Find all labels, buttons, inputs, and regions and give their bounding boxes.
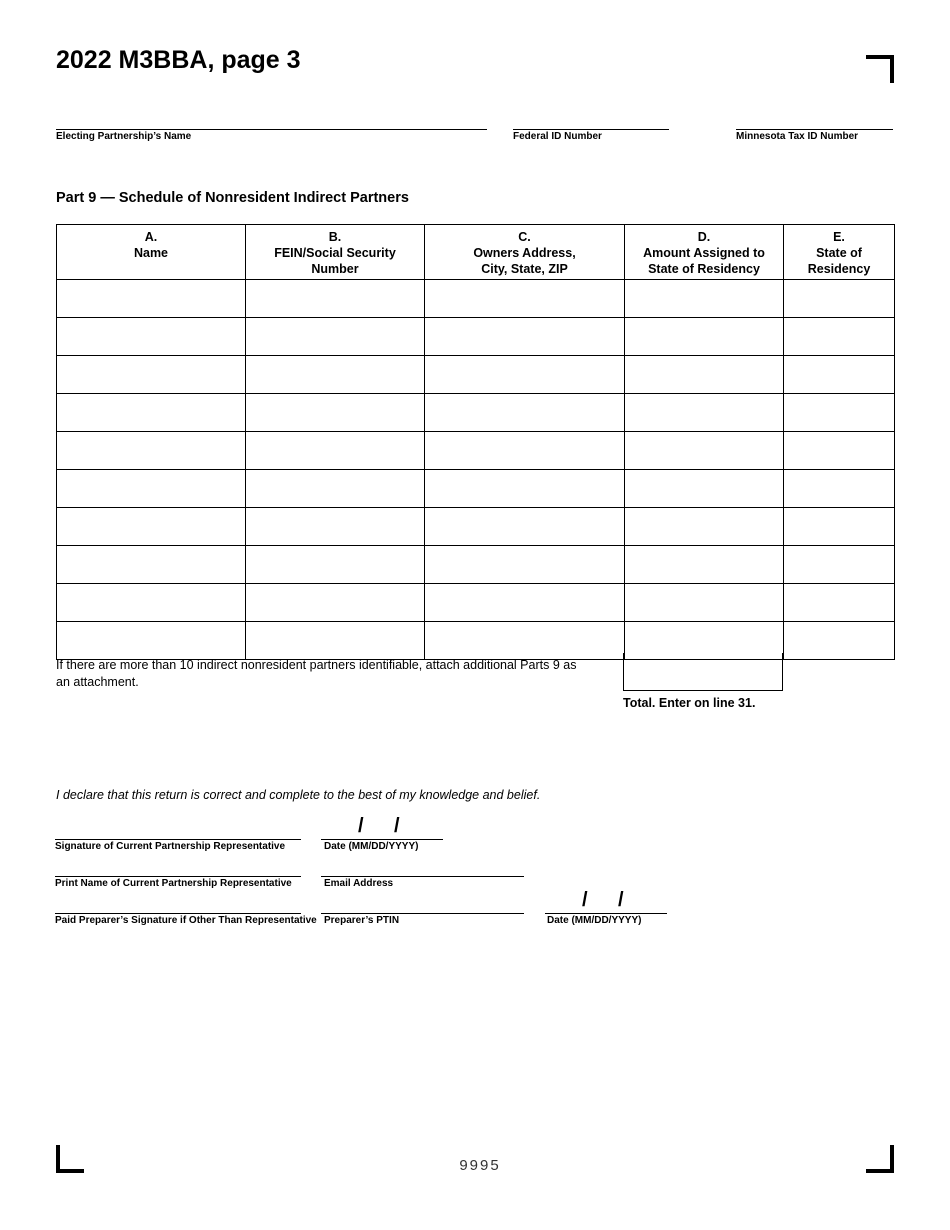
column-header-e (784, 225, 895, 280)
email-label: Email Address (324, 878, 394, 889)
column-header-line: FEIN/Social Security (274, 246, 396, 260)
table-cell[interactable] (625, 546, 784, 584)
total-label: Total. Enter on line 31. (623, 696, 756, 710)
preparer-signature-field[interactable] (55, 913, 317, 927)
mn-tax-id-label: Minnesota Tax ID Number (736, 131, 859, 142)
table-cell[interactable] (425, 622, 625, 660)
column-header-line: E. (833, 230, 845, 244)
table-cell[interactable] (784, 394, 895, 432)
email-field[interactable] (321, 876, 524, 890)
table-cell[interactable] (57, 622, 246, 660)
column-header-line: Amount Assigned to (643, 246, 765, 260)
table-cell[interactable] (57, 546, 246, 584)
total-amount-box[interactable] (623, 653, 783, 691)
signature-date-field[interactable] (321, 839, 443, 853)
signature-date-label: Date (MM/DD/YYYY) (324, 841, 419, 852)
table-cell[interactable] (246, 432, 425, 470)
nonresident-partners-table (56, 224, 895, 660)
table-cell[interactable] (425, 470, 625, 508)
table-cell[interactable] (425, 318, 625, 356)
column-header-line: State of Residency (648, 262, 760, 276)
column-header-line: C. (518, 230, 531, 244)
table-row (57, 470, 895, 508)
table-cell[interactable] (425, 546, 625, 584)
table-cell[interactable] (425, 432, 625, 470)
table-cell[interactable] (784, 432, 895, 470)
table-cell[interactable] (425, 280, 625, 318)
table-cell[interactable] (784, 280, 895, 318)
declaration-text: I declare that this return is correct and complete to the best of my knowledge and belief. (56, 788, 541, 802)
table-row (57, 394, 895, 432)
federal-id-label: Federal ID Number (513, 131, 602, 142)
table-cell[interactable] (625, 318, 784, 356)
table-cell[interactable] (625, 508, 784, 546)
table-cell[interactable] (784, 356, 895, 394)
table-cell[interactable] (57, 356, 246, 394)
table-header-row (57, 225, 895, 280)
preparer-date-slash-2: / (618, 889, 624, 911)
column-header-line: Residency (807, 262, 871, 276)
table-cell[interactable] (425, 356, 625, 394)
page-title: 2022 M3BBA, page 3 (56, 46, 301, 74)
preparer-date-slash-1: / (582, 889, 588, 911)
column-header-b (246, 225, 425, 280)
column-header-line: Number (311, 262, 359, 276)
column-header-c (425, 225, 625, 280)
table-cell[interactable] (246, 470, 425, 508)
table-row (57, 508, 895, 546)
table-cell[interactable] (57, 394, 246, 432)
table-cell[interactable] (246, 318, 425, 356)
table-cell[interactable] (625, 280, 784, 318)
table-row (57, 356, 895, 394)
signature-field[interactable] (55, 839, 301, 853)
column-header-d (625, 225, 784, 280)
table-cell[interactable] (246, 280, 425, 318)
table-cell[interactable] (784, 470, 895, 508)
federal-id-field[interactable] (513, 129, 669, 143)
table-cell[interactable] (625, 356, 784, 394)
table-cell[interactable] (625, 470, 784, 508)
ptin-label: Preparer’s PTIN (324, 915, 400, 926)
table-cell[interactable] (425, 394, 625, 432)
column-header-line: Owners Address, (473, 246, 576, 260)
table-cell[interactable] (246, 622, 425, 660)
table-cell[interactable] (625, 394, 784, 432)
date-slash-1: / (358, 815, 364, 837)
additional-parts-note: If there are more than 10 indirect nonresident partners identifiable, attach additional Parts 9 as an attachment. (56, 658, 577, 689)
table-cell[interactable] (57, 318, 246, 356)
table-row (57, 584, 895, 622)
print-name-field[interactable] (55, 876, 301, 890)
table-cell[interactable] (246, 508, 425, 546)
mn-tax-id-field[interactable] (736, 129, 893, 143)
ptin-field[interactable] (321, 913, 524, 927)
column-header-line: D. (697, 230, 711, 244)
table-cell[interactable] (425, 508, 625, 546)
table-cell[interactable] (784, 508, 895, 546)
table-row (57, 280, 895, 318)
preparer-date-label: Date (MM/DD/YYYY) (547, 915, 642, 926)
preparer-date-field[interactable] (545, 913, 667, 927)
table-cell[interactable] (784, 318, 895, 356)
column-header-line: B. (328, 230, 342, 244)
partnership-name-label: Electing Partnership’s Name (56, 131, 192, 142)
partnership-name-field[interactable] (56, 129, 487, 143)
table-cell[interactable] (246, 356, 425, 394)
table-cell[interactable] (57, 280, 246, 318)
table-cell[interactable] (57, 432, 246, 470)
date-slash-2: / (394, 815, 400, 837)
table-cell[interactable] (784, 622, 895, 660)
signature-label: Signature of Current Partnership Representative (55, 841, 286, 852)
part9-title: Part 9 — Schedule of Nonresident Indirect Partners (56, 190, 409, 206)
table-cell[interactable] (784, 546, 895, 584)
table-row (57, 432, 895, 470)
table-cell[interactable] (625, 584, 784, 622)
table-cell[interactable] (425, 584, 625, 622)
table-body (57, 280, 895, 660)
table-cell[interactable] (57, 508, 246, 546)
print-name-label: Print Name of Current Partnership Representative (55, 878, 292, 889)
table-row (57, 546, 895, 584)
table-cell[interactable] (784, 584, 895, 622)
registration-mark-top-right (866, 55, 894, 83)
table-row (57, 318, 895, 356)
column-header-a (57, 225, 246, 280)
form-number: 9995 (459, 1157, 501, 1174)
table-cell[interactable] (246, 546, 425, 584)
column-header-line: City, State, ZIP (481, 262, 568, 276)
column-header-line: State of (816, 246, 862, 260)
table-cell[interactable] (57, 470, 246, 508)
table-cell[interactable] (246, 394, 425, 432)
table-cell[interactable] (625, 432, 784, 470)
preparer-signature-label: Paid Preparer’s Signature if Other Than Representative (55, 915, 317, 926)
table-cell[interactable] (246, 584, 425, 622)
column-header-line: A. (144, 230, 158, 244)
column-header-line: Name (133, 246, 169, 260)
table-cell[interactable] (57, 584, 246, 622)
